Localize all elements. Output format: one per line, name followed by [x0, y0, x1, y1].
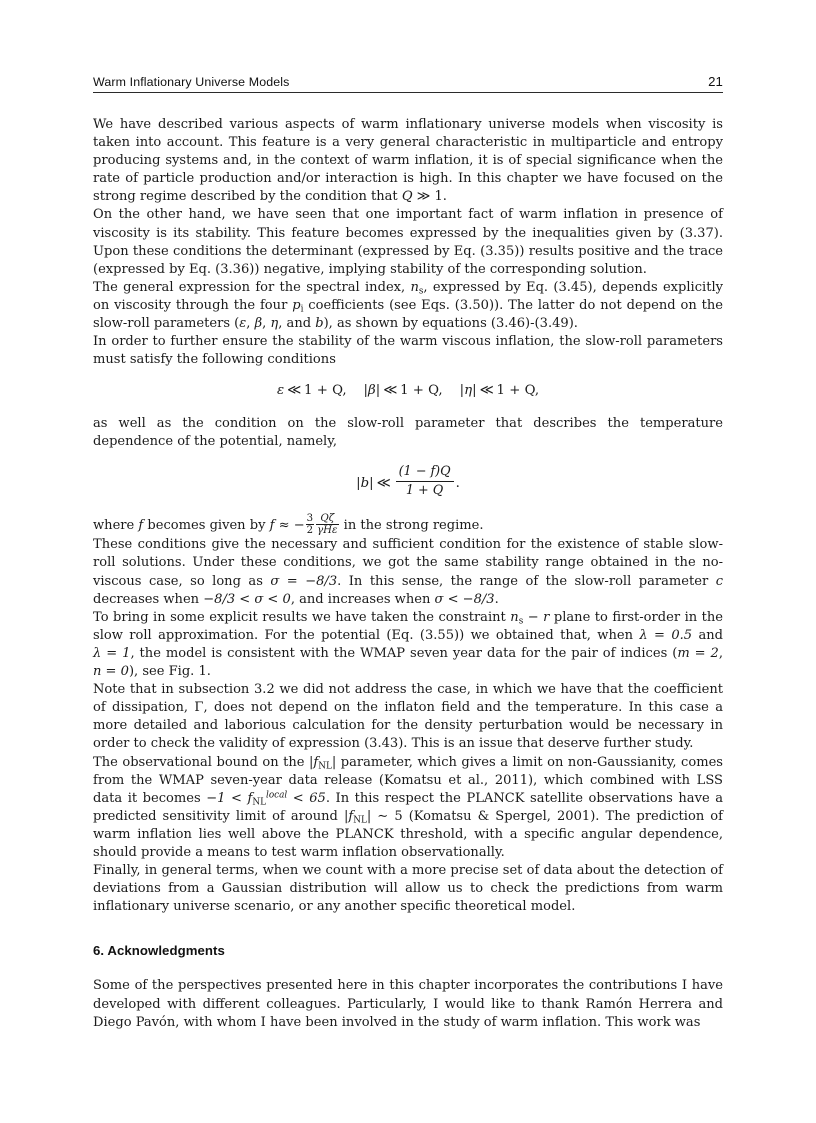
p12-text: Some of the perspectives presented here in this chapter incorporates the contributions I have developed with different colleagues. Particularly, I would like to thank Ramón Herrera and Diego Pavón, with whom I have been involved in the study of warm inflation. This work was [93, 978, 723, 1030]
inline-math-m-eq-2: m = 2 [677, 645, 719, 661]
inline-fraction-three-halves [306, 513, 314, 536]
p8-text-c: and [692, 627, 723, 643]
inline-math-abs-fNL-1 [309, 755, 336, 770]
abs-bar-close-2: | [366, 808, 372, 824]
eq2-denominator: 1 + Q [405, 483, 444, 499]
inline-math-n-eq-0: n = 0 [93, 664, 129, 680]
p10-text-b: parameter, which gives a limit on non-Gaussianity, comes from the WMAP seven-year data release (Komatsu et al., 2011), which combined with LSS data it becomes [93, 754, 723, 806]
p10-text-a: The observational bound on the [93, 754, 309, 770]
paragraph-final-remarks [93, 862, 723, 916]
inline-math-sigma-eq: σ = −8/3 [270, 573, 338, 589]
running-head-title: Warm Inflationary Universe Models [93, 75, 290, 89]
p1-tail: 1. [430, 189, 447, 205]
paragraph-stability [93, 206, 723, 278]
eq2-lhs: |b| [356, 476, 374, 492]
math-symbol-epsilon: ε [239, 316, 247, 332]
math-subscript-NL-1: NL [318, 761, 332, 771]
p7-text-b: . In this sense, the range of the slow-roll parameter [337, 573, 716, 589]
fNL-bound-upper: < 65 [287, 790, 326, 806]
math-subscript-s-2: s [518, 616, 524, 627]
paragraph-acknowledgments-body [93, 977, 723, 1031]
eq1-term2-rhs: 1 + Q [400, 383, 439, 399]
math-symbol-b: b [315, 316, 324, 332]
p3-text-c: coefficients (see Eqs. (3.50)). The latter do not depend on the slow-roll parameters ( [93, 297, 723, 332]
math-symbol-f-3: f [313, 754, 319, 770]
p3-text-d: ), as shown by equations (3.46)-(3.49). [323, 316, 578, 332]
inline-math-f-approx [269, 513, 340, 536]
eq1-term3-rhs: 1 + Q [496, 383, 535, 399]
paragraph-spectral-index [93, 279, 723, 333]
p4-text: In order to further ensure the stability of the warm viscous inflation, the slow-roll parameters must satisfy the following conditions [93, 334, 723, 368]
abs-bar-open-2: | [343, 808, 349, 824]
sfrac-numerator-3: 3 [306, 513, 314, 525]
paragraph-conclusion-overview [93, 116, 723, 206]
p1-text: We have described various aspects of warm inflationary universe models when viscosity is taken into account. This feature is a very general characteristic in multiparticle and entropy producing systems and, in the context of warm inflation, it is of special significance when the rate of particle production and/or interaction is high. In this chapter we have focused on the strong regime described by the condition that [93, 117, 723, 205]
page-number: 21 [708, 74, 723, 89]
math-subscript-i: i [300, 304, 304, 315]
inline-math-ns-minus-r [510, 610, 549, 625]
paragraph-explicit-results: To bring in some explicit results we have taken the constraint $n_s - r$ plane to first-order in the slow roll approximation. For the potential (Eq. (3.55)) we obtained that, when λ = 0.5 and λ = 1, the model is consistent with the WMAP seven year data for the pair of indices (m = 2, n = 0), see Fig. 1. [93, 609, 724, 680]
abs-bar-close-1: | [331, 754, 337, 770]
paragraph-dissipation-coefficient [93, 681, 723, 753]
p9-text-b: , does not depend on the inflaton field and the temperature. In this case a more detailed and laborious calculation for the density perturbation would be necessary in order to check the validity of expression (3.43). This is an issue that deserve further study. [93, 700, 723, 752]
math-superscript-local: local [265, 790, 288, 801]
paragraph-sigma-range [93, 536, 723, 608]
math-symbol-much-greater: ≫ [416, 189, 431, 205]
eq1-term3-rel: ≪ [479, 383, 494, 399]
p8-text-b: plane to first-order in the slow roll approximation. For the potential (Eq. (3.55)) we obtained that, when [93, 609, 724, 643]
eq2-fraction [396, 464, 454, 499]
paragraph-conditions-intro [93, 333, 723, 369]
paragraph-temperature-dependence [93, 415, 723, 451]
paragraph-f-definition [93, 513, 723, 536]
math-symbol-beta: β [254, 316, 263, 332]
inline-math-lambda-half: λ = 0.5 [639, 627, 693, 643]
p6-text-b: becomes given by [143, 518, 270, 534]
p3-text-a: The general expression for the spectral index, [93, 279, 411, 295]
page-content [93, 74, 723, 1032]
eq1-sep3: , [534, 383, 540, 399]
p7-text-d: , and increases when [290, 591, 435, 607]
math-symbol-Q: Q [401, 189, 413, 205]
fNL-bound-lower: −1 < [206, 790, 248, 806]
math-symbol-minus: − [293, 518, 305, 534]
inline-math-lambda-one: λ = 1 [93, 645, 131, 661]
inline-math-abs-fNL-2 [344, 809, 403, 824]
math-symbol-f-1: f [138, 518, 144, 534]
math-symbol-p: p [292, 297, 301, 313]
p7-text-c: decreases when [93, 591, 204, 607]
abs-bar-open-1: | [308, 754, 314, 770]
display-equation-slow-roll-conditions [93, 383, 723, 400]
running-head [93, 74, 723, 93]
p8-text-a: To bring in some explicit results we have taken the constraint [93, 609, 511, 625]
inline-math-sigma-range-1: −8/3 < σ < 0 [203, 591, 291, 607]
p7-text-a: These conditions give the necessary and sufficient condition for the existence of stable slow-roll solutions. Under these conditions, we got the same stability range obtained in the no-viscous case, so long as [93, 537, 723, 589]
inline-math-slow-roll-params [239, 316, 323, 331]
math-symbol-eta: η [270, 316, 279, 332]
section-heading-acknowledgments: 6. Acknowledgments [93, 943, 225, 959]
p11-text: Finally, in general terms, when we count with a more precise set of data about the detection of deviations from a Gaussian distribution will allow us to check the predictions from warm inflationary universe scenario, or any another specific theoretical model. [93, 863, 723, 915]
eq1-sep1: , [342, 383, 347, 399]
math-comma-1: , [246, 316, 255, 332]
math-symbol-c: c [715, 573, 723, 589]
inline-fraction-Qzeta-gammaHeps [316, 513, 338, 536]
eq1-term2-rel: ≪ [383, 383, 398, 399]
eq1-sep2: , [438, 383, 443, 399]
eq1-term1-lhs: ε [276, 383, 285, 399]
p8-text-e: ), see Fig. 1. [128, 664, 211, 680]
math-subscript-NL-2: NL [252, 797, 266, 808]
math-subscript-s: s [418, 286, 424, 297]
eq2-terminator: . [455, 476, 460, 492]
inline-math-fNL-bound [206, 791, 326, 806]
math-symbol-n-2: n [510, 609, 519, 625]
eq1-term2-lhs: |β| [363, 383, 381, 399]
p7-text-e: . [494, 591, 499, 607]
eq2-numerator: (1 − f)Q [396, 464, 454, 482]
p2-text: On the other hand, we have seen that one important fact of warm inflation in presence of viscosity is its stability. This feature becomes expressed by the inequalities given by (3.37). Upon these conditions the determinant (expressed by Eq. (3.35)) results positive and the trace (expressed by Eq. (3.36)) negative, implying stability of the corresponding solution. [93, 207, 723, 277]
math-symbol-f-5: f [348, 808, 354, 824]
math-symbol-n: n [410, 279, 419, 295]
p5-text: as well as the condition on the slow-roll parameter that describes the temperature dependence of the potential, namely, [93, 415, 723, 450]
math-minus-r: − r [523, 609, 550, 625]
p10-text-d: (Komatsu & Spergel, 2001). The prediction of warm inflation lies well above the PLANCK threshold, with a specific angular dependence, should provide a means to test warm inflation observationally. [93, 808, 723, 860]
sfrac-denominator-gammaHeps: γHε [317, 525, 338, 536]
sfrac-numerator-Qzeta: Qζ [316, 513, 338, 525]
inline-math-sigma-range-2: σ < −8/3 [434, 591, 495, 607]
inline-math-Q-gg-1 [402, 189, 447, 204]
p6-text-a: where [93, 518, 139, 534]
eq1-term1-rhs: 1 + Q [304, 383, 343, 399]
fNL-sim-5: ∼ 5 [371, 808, 403, 824]
math-comma-2: , [262, 316, 271, 332]
sfrac-denominator-2: 2 [306, 525, 314, 536]
p9-text-a: Note that in subsection 3.2 we did not address the case, in which we have that the coefficient of dissipation, [93, 682, 723, 716]
inline-math-pi [292, 298, 303, 313]
paragraph-non-gaussianity [93, 754, 723, 863]
p6-text-c: in the strong regime. [339, 518, 484, 534]
math-symbol-f-4: f [247, 790, 253, 806]
body-text [93, 116, 723, 1032]
eq2-rel: ≪ [376, 476, 391, 492]
display-equation-b-bound [93, 464, 723, 499]
p3-text-b: , expressed by Eq. (3.45), depends explicitly on viscosity through the four [93, 279, 723, 313]
math-symbol-f-2: f [269, 518, 275, 534]
math-symbol-Gamma: Γ [194, 700, 204, 716]
eq1-term3-lhs: |η| [459, 383, 477, 399]
p10-text-c: . In this respect the PLANCK satellite observations have a predicted sensitivity limit of around [93, 790, 723, 824]
math-subscript-NL-3: NL [353, 815, 367, 826]
eq1-term1-rel: ≪ [287, 383, 302, 399]
math-and-b: , and [278, 316, 316, 332]
p8-text-d: , the model is consistent with the WMAP seven year data for the pair of indices ( [130, 645, 678, 661]
inline-math-ns [410, 280, 423, 295]
math-symbol-approx: ≈ [278, 518, 290, 534]
